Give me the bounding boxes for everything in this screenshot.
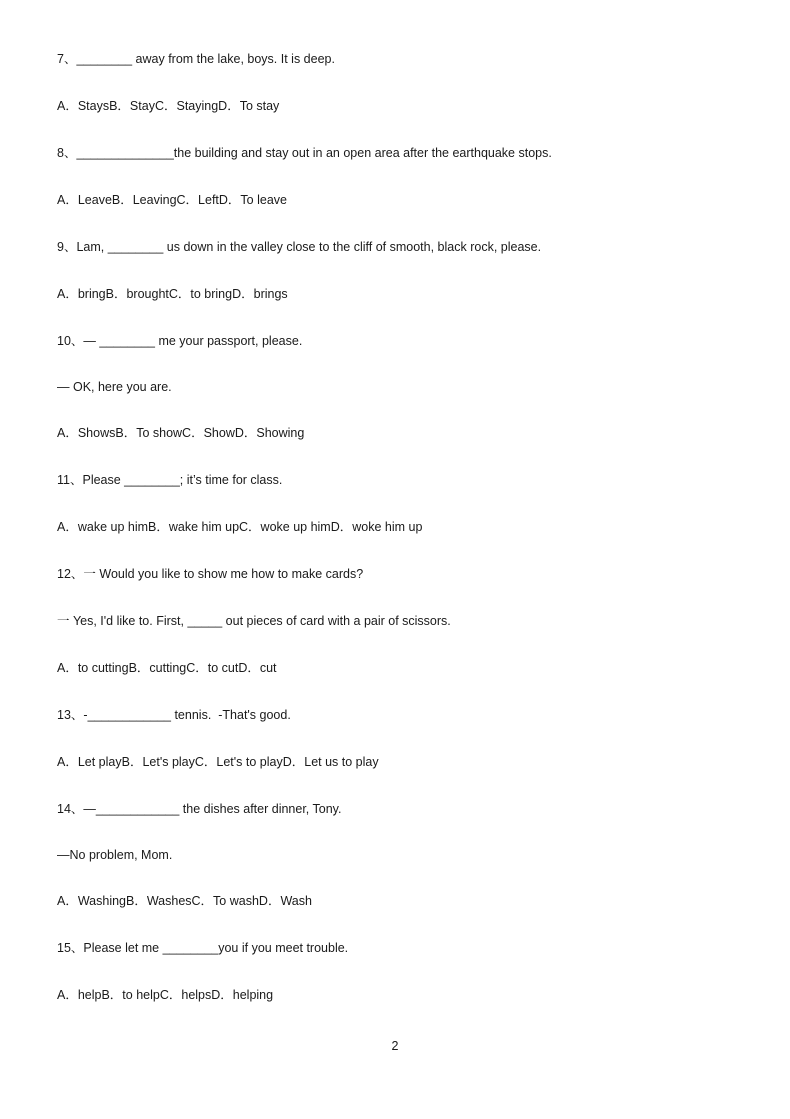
question-14-reply: —No problem, Mom. bbox=[57, 848, 173, 862]
question-10-reply: — OK, here you are. bbox=[57, 380, 172, 394]
question-8: 8、______________the building and stay out in an open area after the earthquake stops. bbox=[57, 146, 552, 160]
question-14-options: A．WashingB．WashesC．To washD．Wash bbox=[57, 894, 312, 908]
question-15: 15、Please let me ________you if you meet trouble. bbox=[57, 941, 349, 955]
page-number: 2 bbox=[391, 1039, 399, 1053]
question-7: 7、________ away from the lake, boys. It is deep. bbox=[57, 52, 335, 66]
question-11: 11、Please ________; it’s time for class. bbox=[57, 473, 283, 487]
question-13-options: A．Let playB．Let's playC．Let's to playD．Let us to play bbox=[57, 755, 379, 769]
question-11-options: A．wake up himB．wake him upC．woke up himD．woke him up bbox=[57, 520, 423, 534]
question-10-options: A．ShowsB．To showC．ShowD．Showing bbox=[57, 426, 305, 440]
question-14: 14、—____________ the dishes after dinner, Tony. bbox=[57, 802, 342, 816]
question-7-options: A．StaysB．StayC．StayingD．To stay bbox=[57, 99, 280, 113]
question-10: 10、— ________ me your passport, please. bbox=[57, 334, 303, 348]
question-12: 12、一 Would you like to show me how to make cards? bbox=[57, 567, 364, 581]
question-12-reply: 一 Yes, I'd like to. First, _____ out pieces of card with a pair of scissors. bbox=[57, 614, 451, 628]
question-13: 13、-____________ tennis. -That's good. bbox=[57, 708, 291, 722]
question-9-options: A．bringB．broughtC．to bringD．brings bbox=[57, 287, 288, 301]
question-9: 9、Lam, ________ us down in the valley close to the cliff of smooth, black rock, please. bbox=[57, 240, 542, 254]
question-15-options: A．helpB．to helpC．helpsD．helping bbox=[57, 988, 274, 1002]
question-12-options: A．to cuttingB．cuttingC．to cutD．cut bbox=[57, 661, 277, 675]
question-8-options: A．LeaveB．LeavingC．LeftD．To leave bbox=[57, 193, 287, 207]
